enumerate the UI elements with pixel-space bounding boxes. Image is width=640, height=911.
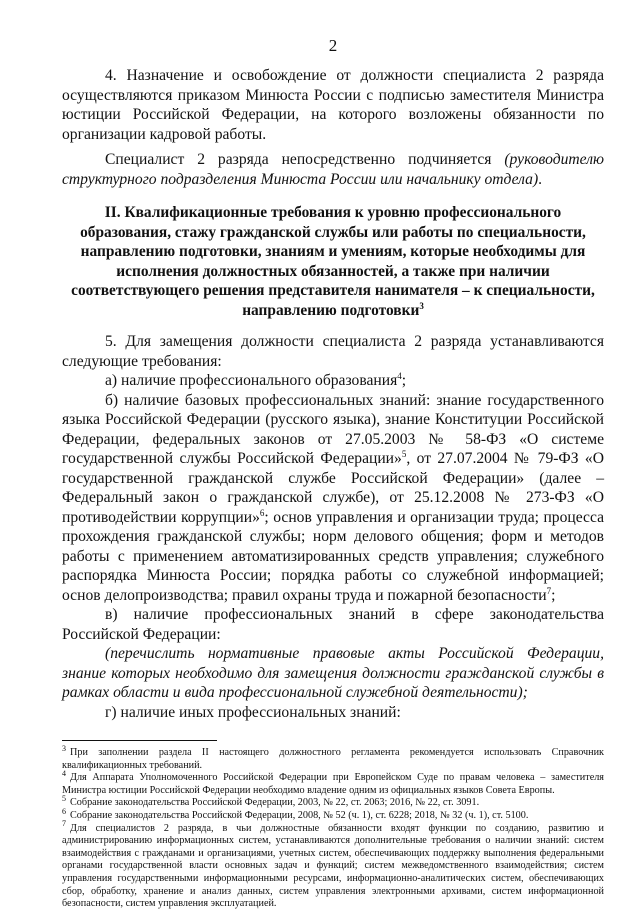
- footnote-6: [62, 806, 604, 823]
- paragraph-4: 4. Назначение и освобождение от должности специалиста 2 разряда осуществляются приказом Минюста России с подписью заместителя Министра юстиции Российской Федерации, на которого возложены обязанности по организации кадровой работы.: [62, 67, 604, 143]
- footnote-ref-7: 7: [546, 585, 552, 596]
- document-page: [62, 36, 604, 911]
- footnote-7: [62, 819, 604, 911]
- footnote-number: 4: [62, 768, 66, 778]
- subordination-text: Специалист 2 разряда непосредственно подчиняется: [105, 151, 505, 168]
- subordination-paragraph: [62, 150, 604, 189]
- subordination-italic: (руководителю структурного подразделения Минюста России или начальнику отдела): [62, 151, 604, 188]
- page-number: 2: [328, 36, 338, 55]
- item-a: [62, 371, 604, 391]
- footnote-text: Собрание законодательства Российской Федерации, 2003, № 22, ст. 2063; 2016, № 22, ст. 3091.: [70, 797, 480, 809]
- footnote-3: [62, 743, 604, 772]
- footnote-text: Для Аппарата Уполномоченного Российской Федерации при Европейском Суде по правам человека – заместителя Министра юстиции Российской Федерации необходимо владение одним из официальных языков Совета Европы.: [62, 772, 604, 796]
- footnote-ref-4: 4: [397, 370, 402, 381]
- item-b-text-2: , от 27.07.2004 № 79-ФЗ «О государственной гражданской службе Российской Федерации» (далее – Федеральный закон о гражданской службе), от 25.12.2008 № 273-ФЗ «О противодействии коррупции»: [62, 450, 604, 526]
- footnotes: [62, 743, 604, 911]
- item-b-text-3: ; основ управления и организации труда; процесса прохождения гражданской службы; норм делового общения; форм и методов работы с применением автоматизированных средств управления; служебного распорядка Минюста России; порядка работы со служебной информацией; основ делопроизводства; правил охраны труда и пожарной безопасности: [62, 508, 604, 604]
- footnote-text: Для специалистов 2 разряда, в чьи должностные обязанности входят функции по созданию, развитию и администрированию информационных систем, устанавливаются дополнительные требования о наличии знаний: систем взаимодействия с гражданами и организациями, учетных систем, обеспечивающих поддержку выполнения федеральными органами государственной власти основных задач и функций; систем межведомственного взаимодействия; систем управления государственными информационными ресурсами, информационно-аналитических систем, обеспечивающих сбор, обработку, хранение и анализ данных, систем управления электронными архивами, систем информационной безопасности, систем управления эксплуатацией.: [62, 822, 604, 910]
- footnote-number: 7: [62, 819, 66, 829]
- item-v: в) наличие профессиональных знаний в сфере законодательства Российской Федерации:: [62, 606, 604, 643]
- footnote-5: [62, 793, 604, 810]
- footnote-4: [62, 768, 604, 797]
- footnote-text: При заполнении раздела II настоящего должностного регламента рекомендуется использовать Справочник квалификационных требований.: [62, 747, 604, 771]
- footnote-ref-5: 5: [401, 448, 407, 459]
- footnote-text: Собрание законодательства Российской Федерации, 2008, № 52 (ч. 1), ст. 6228; 2018, № 32 (ч. 1), ст. 5100.: [70, 809, 529, 821]
- section-2-heading: [62, 203, 604, 320]
- footnote-ref-6: 6: [259, 507, 265, 518]
- item-a-end: ;: [401, 372, 407, 389]
- footnote-number: 6: [62, 806, 66, 816]
- item-b-text-4: ;: [551, 586, 556, 604]
- paragraph-5: 5. Для замещения должности специалиста 2 разряда устанавливаются следующие требования:: [62, 333, 604, 370]
- subordination-end: .: [538, 170, 543, 188]
- footnote-ref-3: 3: [419, 300, 424, 311]
- footnote-number: 5: [62, 793, 66, 803]
- item-g: г) наличие иных профессиональных знаний:: [105, 703, 401, 721]
- footnote-separator: [62, 740, 217, 741]
- item-b: [62, 391, 604, 606]
- item-v-italic: (перечислить нормативные правовые акты Российской Федерации, знание которых необходимо для замещения должности гражданской службы в рамках области и вида профессиональной служебной деятельности);: [62, 645, 604, 701]
- section-2-heading-text: II. Квалификационные требования к уровню профессионального образования, стажу гражданской службы или работы по специальности, направлению подготовки, знаниям и умениям, которые необходимы для исполнения должностных обязанностей, а также при наличии соответствующего решения представителя нанимателя – к специальности, направлению подготовки: [71, 204, 595, 319]
- item-b-text-1: б) наличие базовых профессиональных знаний: знание государственного языка Российской Федерации (русского языка), знание Конституции Российской Федерации, федеральных законов от 27.05.2003 № 58-ФЗ «О системе государственной службы Российской Федерации»: [62, 391, 604, 467]
- item-a-text: а) наличие профессионального образования: [105, 372, 398, 389]
- footnote-number: 3: [62, 743, 66, 753]
